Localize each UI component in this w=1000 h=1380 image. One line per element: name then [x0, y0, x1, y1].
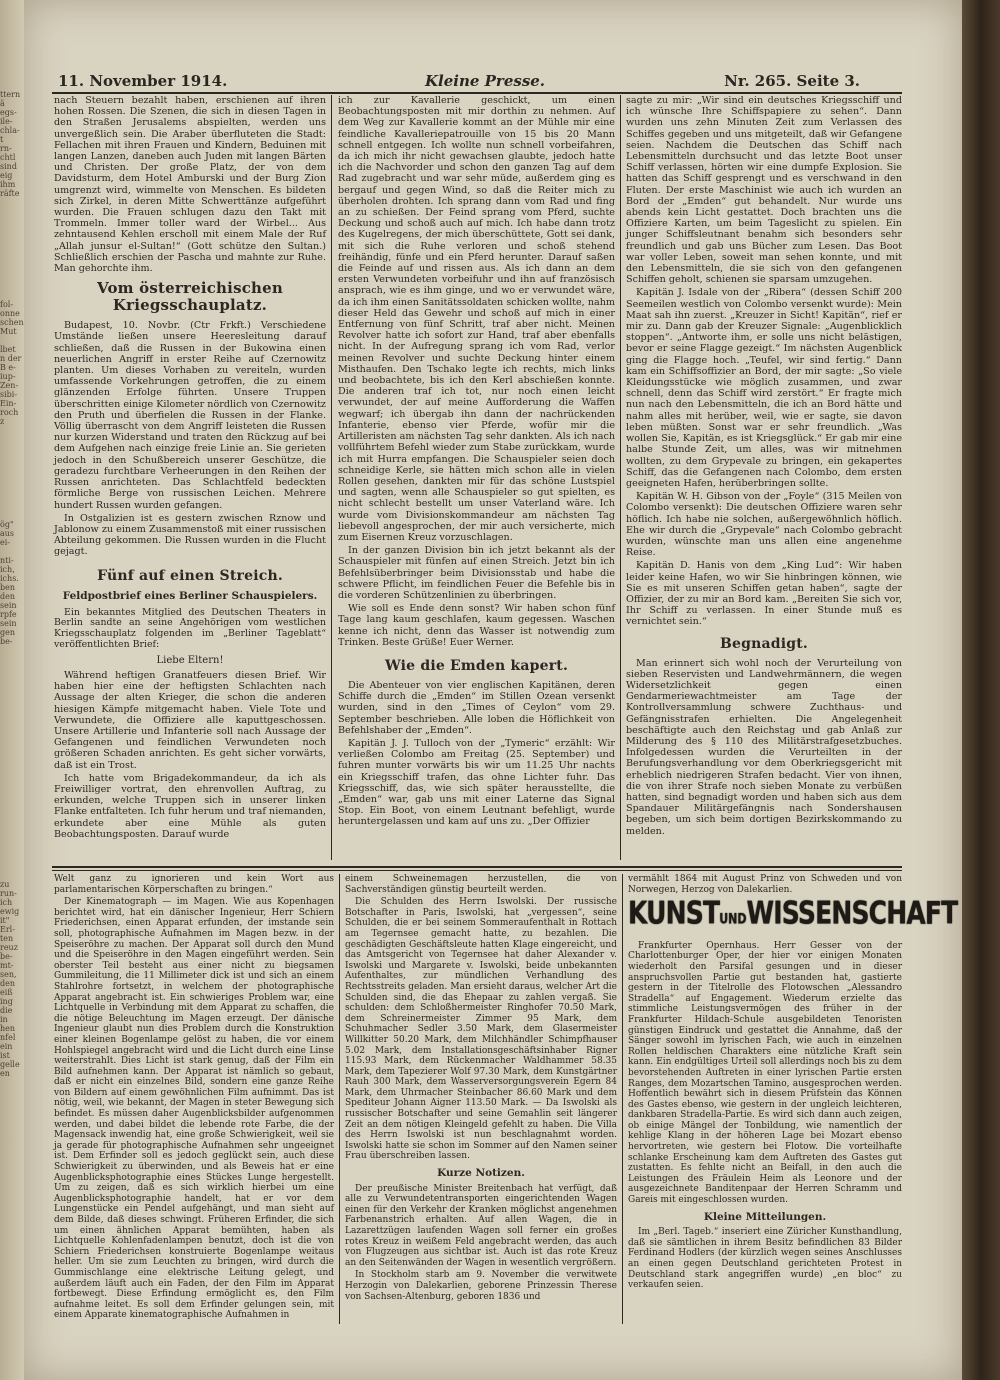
article-text: Im „Berl. Tageb.“ inseriert eine Züricher Kunsthandlung, daß sie sämtlichen in ihrem Besitz befindlichen 83 Bilder Ferdinand Hodlers (der kürzlich wegen seines Anschlusses an einen gegen Deutschland gerichteten Protest in Deutschland stark angegriffen wurde) „en bloc“ zu verkaufen seien.: [628, 1227, 902, 1291]
lower-column-1: [54, 874, 334, 1324]
article-text: vermählt 1864 mit August Prinz von Schweden und von Norwegen, Herzog von Dalekarlien.: [628, 874, 902, 895]
column-rule: [620, 95, 621, 860]
article-text: Die Schulden des Herrn Iswolski. Der russische Botschafter in Paris, Iswolski, hat „vergessen“, seine Schulden, die er bei seinem Sommeraufenthalt in Rottach am Tegernsee gemacht hatte, zu bezahlen. Die geschädigten Geschäftsleute hatten Klage eingereicht, und das Amtsgericht von Tegernsee hat daher Alexander v. Iswolski und Margarete v. Iswolski, beide unbekannten Aufenthaltes, zur mündlichen Verhandlung des Rechtsstreits geladen. Man ersieht daraus, welcher Art die Schulden sind, die das Ehepaar zu zahlen vergaß. Sie schulden: dem Schloßhermeister Ringhofer 70.50 Mark, dem Schreinermeister Zimmer 95 Mark, dem Schuhmacher Sedler 3.50 Mark, dem Glasermeister Willkitter 50.20 Mark, dem Milchhändler Schimpfhauser 5.02 Mark, dem Installationsgeschäftsinhaber Rigner 115.93 Mark, dem Rückenmacher Waldhammer 58.35 Mark, dem Tapezierer Wolf 97.30 Mark, dem Kunstgärtner Rauh 300 Mark, dem Wasserversorgungsverein Egern 84 Mark, dem Uhrmacher Steinbacher 86.60 Mark und dem Spediteur Johann Aigner 113.50 Mark. — Da Iswolski als russischer Botschafter und seine Gemahlin seit längerer Zeit an dem nötigen Kleingeld gefehlt zu haben. Die Villa des Herrn Iswolski ist nun beschlagnahmt worden. Iswolski hatte sie schon im Sommer auf den Namen seiner Frau überschreiben lassen.: [345, 897, 617, 1162]
header-rule: [52, 92, 902, 94]
banner-word: WISSENSCHAFT: [746, 894, 958, 931]
section-rule: [52, 870, 902, 871]
header-paper-title: Kleine Presse.: [425, 72, 546, 90]
article-text: Kapitän J. J. Tulloch von der „Tymeric“ erzählt: Wir verließen Colombo am Freitag (25. September) und fuhren munter vorwärts bis wir um 11.25 Uhr nachts ein Kriegsschiff trafen, das ohne Lichter fuhr. Das Kriegsschiff, das, wie sich später herausstellte, die „Emden“ war, gab uns mit einer Laterne das Signal Stop. Ein Boot, von einem Leutnant befehligt, wurde heruntergelassen und kam auf uns zu. „Der Offizier: [338, 737, 615, 828]
article-text: Wie soll es Ende denn sonst? Wir haben schon fünf Tage lang kaum geschlafen, kaum gegessen. Waschen kenne ich nicht, denn das Wasser ist notwendig zum Trinken. Beste Grüße! Euer Werner.: [338, 603, 615, 648]
article-text: Kapitän W. H. Gibson von der „Foyle“ (315 Meilen von Colombo versenkt): Die deutschen Offiziere waren sehr höflich. Ich habe nie solchen, außergewöhnlich höflich. Ehe wir durch die „Grypevale“ nach Colombo gebracht wurden, wünschte man uns allen eine angenehme Reise.: [626, 491, 902, 559]
article-text: In Ostgalizien ist es gestern zwischen Rznow und Jablonow zu einem Zusammenstoß mit einer russischen Abteilung gekommen. Die Russen wurden in die Flucht gejagt.: [54, 512, 326, 558]
neighbor-page-scrap: ög" aus ei- nti- ich, ichs. ben den sein rpfe sein gen be-: [0, 520, 19, 646]
article-text: Der Kinematograph — im Magen. Wie aus Kopenhagen berichtet wird, hat ein dänischer Ingenieur, Herr Schiern Friederichsen, einen Apparat erfunden, der imstande sein soll, photographische Aufnahmen im Magen bezw. in der Speiseröhre zu machen. Der Apparat soll durch den Mund und die Speiseröhre in den Magen eingeführt werden. Sein oberster Teil besteht aus einer nicht zu biegsamen Gummileitung, die 11 Millimeter dick ist und sich an einem Stahlrohre fortsetzt, in welchem der photographische Apparat angebracht ist. Ein schwieriges Problem war, eine Lichtquelle in Verbindung mit dem Apparat zu schaffen, die die nötige Beleuchtung im Magen erzeugt. Der dänische Ingenieur glaubt nun dies Problem durch die Konstruktion einer kleinen Bogenlampe gelöst zu haben, die vor einem Hohlspiegel angebracht wird und die Licht durch eine Linse weiterstrahlt. Dies Licht ist stark genug, daß der Film ein Bild aufnehmen kann. Der Apparat ist nämlich so gebaut, daß er nicht ein einzelnes Bild, sondern eine ganze Reihe von Bildern auf einem gewöhnlichen Film aufnimmt. Das ist nötig, weil, wie bekannt, der Magen in steter Bewegung sich befindet. Es müssen daher Augenblicksbilder aufgenommen werden, und dabei bildet die lebende rote Farbe, die der Magensack inwendig hat, eine große Schwierigkeit, weil sie ja gerade für photographische Aufnahmen sehr ungeeignet ist. Dem Erfinder soll es jedoch geglückt sein, auch diese Schwierigkeit zu überwinden, und als Beweis hat er eine Augenblicksphotographie eines Stückes Lunge hergestellt. Um zu zeigen, daß es sich wirklich hierbei um eine Augenblicksphotographie handelt, hat er vor dem Lungenstücke ein Pendel aufgehängt, und man sieht auf dem Bilde, daß dieses schwingt. Früheren Erfinder, die sich um einen ähnlichen Apparat bemühten, haben als Lichtquelle Kohlenfadenlampen benutzt, doch ist die von Schiern Friederichsen konstruierte Bogenlampe weitaus heller. Um sie zum Leuchten zu bringen, wird durch die Gummischlange eine elektrische Leitung gelegt, und außerdem läuft auch ein Faden, der den Film im Apparat fortbewegt. Diese Erfindung ermöglicht es, den Film aufnahme leitet. Es soll dem Erfinder gelungen sein, mit einem Apparate kinematographische Aufnahmen in: [54, 897, 334, 1321]
article-text: Man erinnert sich wohl noch der Verurteilung von sieben Reservisten und Landwehrmännern, die wegen Widersetzlichkeit gegen einen Gendarmeriewachtmeister am Tage der Kontrollversammlung schwere Zuchthaus- und Gefängnisstrafen erhielten. Die Angelegenheit beschäftigte auch den Reichstag und gab Anlaß zur Milderung des § 110 des Militärstrafgesetzbuches. Infolgedessen wurden die Verurteilten in der Berufungsverhandlung vor dem Oberkriegsgericht mit erheblich niedrigeren Strafen bedacht. Vier von ihnen, die von ihrer Strafe noch sieben Monate zu verbüßen hatten, sind begnadigt worden und haben sich aus dem Spandauer Militärgefängnis nach Sondershausen begeben, um sich beim dortigen Bezirkskommando zu melden.: [626, 657, 902, 837]
upper-column-3: [626, 95, 902, 860]
article-text: Der preußische Minister Breitenbach hat verfügt, daß alle zu Verwundetentransporten eingerichtenden Wagen einen für den Verkehr der Kranken möglichst angenehmen Farbenanstrich erhalten. Auf allen Wagen, die in Lazarettzügen laufenden Wagen soll ferner ein großes rotes Kreuz in weißem Feld angebracht werden, das auch von Flugzeugen aus sichtbar ist. Auch ist das rote Kreuz an den Seitenwänden der Wagen in wesentlich vergrößern.: [345, 1183, 617, 1268]
column-rule: [331, 95, 332, 860]
upper-column-1: [54, 95, 326, 860]
article-text: Welt ganz zu ignorieren und kein Wort aus parlamentarischen Körperschaften zu bringen.“: [54, 874, 334, 895]
article-text: Die Abenteuer von vier englischen Kapitänen, deren Schiffe durch die „Emden“ im Stillen Ozean versenkt wurden, sind in den „Times of Ceylon“ vom 29. September beschrieben. Alle loben die Höflichkeit von Befehlshaber der „Emden“.: [338, 679, 615, 736]
article-text: ich zur Kavallerie geschickt, um einen Beobachtungsposten mit mir dorthin zu nehmen. Auf dem Weg zur Kavallerie kommt an der Mühle mir eine feindliche Kavalleriepatrouille von 15 bis 20 Mann schnell entgegen. Ich wollte nun schnell vorbeifahren, da ich mich ihr nicht gewachsen glaubte, jedoch hatte ich die Nachvorder und schon den ganzen Tag auf dem Rad zugebracht und war sehr müde, außerdem ging es bergauf und gegen Wind, so daß die Reiter mich zu überholen drohten. Ich sprang dann vom Rad und fing an zu schießen. Der Feind sprang vom Pferd, suchte Deckung und schoß auch auf mich. Ich habe dann trotz des Kugelregens, der mich überschüttete, Gott sei dank, mit sich die Ruhe verloren und schoß stehend freihändig, fünfe und ein Pferd herunter. Darauf saßen die Feinde auf und rissen aus. Als ich dann an dem ersten Verwundeten vorbeifuhr und ihn auf französisch ansprach, wie es ihm ginge, und wo er verwundet wäre, da ich ihm einen Sanitätssoldaten schicken wollte, nahm dieser Held das Gewehr und schoß auf mich in einer Entfernung von fünf Schritt, traf aber nicht. Meinen Revolver hatte ich sofort zur Hand, traf aber ebenfalls nicht. In der Aufregung sprang ich vom Rad, verlor meinen Revolver und suchte Deckung hinter einem Misthaufen. Den Tschako legte ich rechts, mich links und beobachtete, bis ich den Kerl abschießen konnte. Die anderen traf ich tot, nur noch einen leicht verwundet, der auf meine Aufforderung die Waffen wegwarf; ich übergab ihn dann der nachrückenden Infanterie, ebenso vier Pferde, wofür mir die Artilleristen am nächsten Tag sehr dankten. Als ich nach vollführtem Befehl wieder zum Stabe zurückkam, wurde ich mit Hurra empfangen. Die Schauspieler seien doch schneidige Kerle, sie hätten mich schon alle in vielen Rollen gesehen, dankten mir für das schöne Lustspiel und sagten, wenn alle Schauspieler so gut spielten, es nicht schlecht bestellt um unser Vaterland wäre. Ich wurde vom Divisionskommandeur am nächsten Tag liebevoll angesprochen, der mir auch versicherte, mich zum Eisernen Kreuz vorzuschlagen.: [338, 95, 615, 543]
article-text: nach Steuern bezahlt haben, erschienen auf ihren hohen Rossen. Die Szenen, die sich in diesen Tagen in den Straßen Jerusalems abspielten, werden uns unvergeßlich sein. Die Araber überfluteten die Stadt: Fellachen mit ihren Frauen und Kindern, Beduinen mit langen Lanzen, daneben auch Juden mit langen Bärten und Christen. Der große Platz, der von dem Davidsturm, dem Hotel Amburski und der Burg Zion umgrenzt wird, wimmelte von Menschen. Es bildeten sich Zirkel, in deren Mitte Schwerttänze aufgeführt wurden. Die Frauen schlugen dazu den Takt mit Trommeln. Immer toller ward der Wirbel... Aus zehntausend Kehlen erscholl mit einem Male der Ruf „Allah junsur el-Sultan!“ (Gott schütze den Sultan.) Schließlich erschien der Pascha und mahnte zur Ruhe. Man gehorchte ihm.: [54, 95, 326, 275]
banner-conjunction: UND: [719, 910, 747, 928]
banner-word: KUNST: [628, 894, 720, 931]
article-text: Während heftigen Granatfeuers diesen Brief. Wir haben hier eine der heftigsten Schlachten nach Aussage der alten Krieger, die schon die anderen hiesigen Kämpfe mitgemacht haben. Viele Tote und Verwundete, die Offiziere alle kaputtgeschossen. Unsere Artillerie und Infanterie soll nach Aussage der Gefangenen und feindlichen Verwundeten noch größeren Schaden anrichten. Es geht sicher vorwärts, daß ist ein Trost.: [54, 669, 326, 771]
article-intro: Ein bekanntes Mitglied des Deutschen Theaters in Berlin sandte an seine Angehörigen vom westlichen Kriegsschauplatz folgenden im „Berliner Tageblatt“ veröffentlichten Brief:: [54, 606, 326, 650]
letter-salutation: Liebe Eltern!: [156, 654, 224, 666]
section-banner-art-science: [628, 894, 958, 931]
neighbor-page-scrap: zu run- ich ewig it" Erl- ten reuz be- mt- sen, den eiß ing die in hen nfel ein ist gelle en: [0, 880, 20, 1078]
article-text: Kapitän J. Isdale von der „Ribera“ (dessen Schiff 200 Seemeilen westlich von Colombo versenkt wurde): Mein Maat sah ihn zuerst. „Kreuzer in Sicht! Kapitän“, rief er mir zu. Dann gab der Kreuzer Signale: „Augenblicklich stoppen“. „Antworte ihm, er solle uns nicht belästigen, bevor er seine Flagge gezeigt.“ Im nächsten Augenblick ging die Flagge hoch. „Teufel, wir sind fertig.“ Dann kam ein Schiffsoffizier an Bord, der mir sagte: „So viele Kleidungsstücke wie möglich zusammen, und zwar schnell, denn das Schiff wird zerstört.“ Er fragte mich nun nach den Lebensmitteln, die ich an Bord hätte und nahm alles mit herüber, weil, wie er sagte, sie davon leben müßten. Sonst war er sehr freundlich. „Was wollen Sie, Kapitän, es ist Kriegsglück.“ Er gab mir eine halbe Stunde Zeit, um alles, was wir mitnehmen wollten, zu dem Grypevale zu bringen, ein gekapertes Schiff, das die Gefangenen nach Colombo, dem ersten geeigneten Hafen, herüberbringen sollte.: [626, 287, 902, 489]
lower-column-2: [345, 874, 617, 1324]
article-text: einem Schweinemagen herzustellen, die von Sachverständigen günstig beurteilt werden.: [345, 874, 617, 895]
upper-column-2: [338, 95, 615, 860]
column-rule: [622, 874, 623, 1324]
article-text: sagte zu mir: „Wir sind ein deutsches Kriegsschiff und ich wünsche Ihre Schiffspapiere zu sehen“. Dann wurden uns zehn Minuten Zeit zum Verlassen des Schiffes gegeben und uns mitgeteilt, daß wir Gefangene seien. Nachdem die Deutschen das Schiff nach Lebensmitteln durchsucht und das letzte Boot unser Schiff verlassen, hörten wir eine dumpfe Explosion. Sie hatten das Schiff gesprengt und es verschwand in den Fluten. Der erste Maschinist wie auch ich wurden an Bord der „Emden“ gut behandelt. Nur wurde uns abends kein Licht gestattet. Doch brachten uns die Offiziere Karten, um beim Tageslicht zu spielen. Ein junger Schiffsleutnant benahm sich besonders sehr freundlich und gab uns Bücher zum Lesen. Das Boot war voller Leben, soweit man sehen konnte, und mit den Lebensmitteln, die sie sich von den gefangenen Schiffen geholt, schienen sie sparsam umzugehen.: [626, 95, 902, 286]
article-text: Ich hatte vom Brigadekommandeur, da ich als Freiwilliger vortrat, den ehrenvollen Auftrag, zu erkunden, welche Truppen sich in unserer linken Flanke entfalteten. Ich fuhr herum und traf niemanden, erkundete aber eine Mühle als guten Beobachtungsposten. Darauf wurde: [54, 772, 326, 840]
article-text: Kapitän D. Hanis von dem „King Lud“: Wir haben leider keine Hafen, wo wir Sie hinbringen können, wie Sie es mit unseren Schiffen getan haben“, sagte der Offizier, der zu mir an Bord kam. „Bereiten Sie sich vor, Ihr Schiff zu verlassen. In einer Stunde muß es vernichtet sein.“: [626, 560, 902, 628]
headline-five-at-once: Fünf auf einen Streich.: [97, 567, 283, 584]
article-text: In der ganzen Division bin ich jetzt bekannt als der Schauspieler mit fünfen auf einen Streich. Jetzt bin ich Befehlsüberbringer beim Divisionsstab und habe die schwere Pflicht, im feindlichen Feuer die Befehle bis in die vorderen Schützenlinien zu überbringen.: [338, 545, 615, 601]
article-text: In Stockholm starb am 9. November die verwitwete Herzogin von Dalekarlien, geborene Prinzessin Therese von Sachsen-Altenburg, geboren 1836 und: [345, 1270, 617, 1302]
headline-short-notes: Kurze Notizen.: [437, 1167, 525, 1180]
header-date: 11. November 1914.: [58, 72, 228, 90]
headline-emden: Wie die Emden kapert.: [384, 657, 569, 674]
neighbor-page-scrap: fol- onne schen Mut lbet n der B e- iup- Zen- sibi- Ein- roch z: [0, 300, 24, 426]
headline-pardoned: Begnadigt.: [719, 635, 809, 652]
subheadline-field-letter: Feldpostbrief eines Berliner Schauspielers.: [62, 589, 318, 602]
binding-margin: [0, 0, 24, 1380]
book-edge: [962, 0, 1000, 1380]
lower-column-3: [628, 874, 958, 1324]
article-text: Frankfurter Opernhaus. Herr Gesser von der Charlottenburger Oper, der hier vor einigen Monaten wiederholt den Parsifal gesungen und in dieser anspruchsvollen Partie gut bestanden hat, gastierte gestern in der Titelrolle des Flotowschen „Alessandro Stradella“ auf Engagement. Wiederum erzielte das stimmliche Leistungsvermögen des früher in der Frankfurter Hildach-Schule ausgebildeten Tenoristen günstigen Eindruck und gestattet die Annahme, daß der Sänger sowohl im lyrischen Fach, wie auch in einzelnen Rollen heldischen Charakters eine nützliche Kraft sein kann. Ein endgültiges Urteil soll allerdings noch bis zu dem bevorstehenden Auftreten in einer lyrischen Partie ersten Ranges, dem Mozartschen Tamino, ausgesprochen werden. Hoffentlich bewährt sich in diesem Prüfstein das Können des Gastes ebenso, wie gestern in der ungleich leichteren, dankbaren Stradella-Partie. Es wird sich dann auch zeigen, ob einige Mängel der Tonbildung, wie namentlich der kehlige Klang in der höheren Lage bei Mozart ebenso hervortreten, wie gestern bei Flotow. Die vorteilhafte schlanke Erscheinung kam dem Auftreten des Gastes gut zustatten. Es fehlte nicht an Beifall, in den auch die Leistungen des Fräulein Heim als Leonore und der ausgezeichnete Banditenpaar der Herren Schramm und Gareis mit eingeschlossen wurden.: [628, 940, 902, 1206]
column-rule: [339, 874, 340, 1324]
page-header: [30, 70, 900, 92]
header-page-number: Nr. 265. Seite 3.: [724, 72, 860, 90]
neighbor-page-scrap: ttern ä egs- ile- chla- t rn- chtl sind eig ihm räfte: [0, 90, 21, 198]
headline-small-notices: Kleine Mitteilungen.: [703, 1210, 827, 1223]
headline-austrian-front: Vom österreichischen Kriegsschauplatz.: [97, 279, 283, 315]
section-rule: [52, 866, 902, 868]
article-text: Budapest, 10. Novbr. (Ctr Frkft.) Verschiedene Umstände ließen unsere Heeresleitung darauf schließen, daß die Russen in der Bukowina einen neuerlichen Angriff in erster Reihe auf Czernowitz planten. Um dieses Vorhaben zu vereiteln, wurden umfassende Vorkehrungen getroffen, die zu einem glänzenden Erfolge führten. Unsere Truppen überschritten einige Kilometer nördlich von Czernowitz den Pruth und überfielen die Russen in der Flanke. Völlig überrascht von dem Angriff leisteten die Russen nur kurzen Widerstand und traten den Rückzug auf bei dem Aufgehen nach einzige freie Linie an. Sie gerieten jedoch in den Schußbereich unserer Geschütze, die geradezu furchtbare Verheerungen in den Reihen der Russen anrichteten. Das Schlachtfeld bedeckten förmliche Berge von russischen Leichen. Mehrere hundert Russen wurden gefangen.: [54, 320, 326, 511]
